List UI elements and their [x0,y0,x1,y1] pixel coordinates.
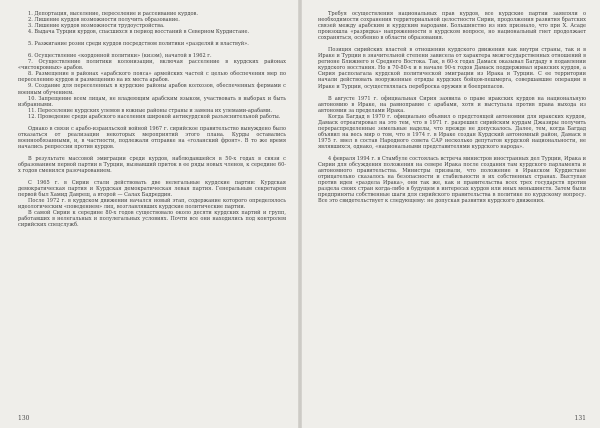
paragraph: Требуя осуществления национальных прав курдов, все курдские партии заявляли о необходимости сохранения территориальной целостности Сирии, продолжения развития братских связей между арабским и курдским народами. Большинство из них признало, что при Х. Асаде произошла «разрядка» напряженности в курдском вопросе, но национальный гнет продолжает сохраняться, особенно в области образования. [318,11,586,42]
paragraph: 7. Осуществление политики колонизации, включая расселение в курдских районах «чистокровных» арабов. [18,59,286,72]
paragraph: Когда Багдад в 1970 г. официально объявил о предстоящей автономии для иракских курдов, Дамаск отреагировал на это тем, что в 1971 г. разрешил сирийским курдам Джазиры получить перераспределенные земельные наделы, что прежде не допускалось. Далее, тем, когда Багдад объявил на весь мир о том, что в 1974 г. в Ираке создан Курдский автономный район, Дамаск в 1975 г. ввел в состав Народного совета САР несколько депутатов курдской национальности, не являвшихся, однако, «национальными представителями курдского народа». [318,113,586,150]
paragraph: 3. Лишение курдов возможности трудоустройства. [28,23,165,30]
paragraph: 6. Осуществление «кордонной политики» (кизэм), начатой в 1962 г. [28,53,212,60]
paragraph: 12. Проведение среди арабского населения широкой антикурдской разъяснительной работы. [28,113,281,120]
right-page-body [318,11,586,204]
paragraph: После 1972 г. в курдском движении начался новый этап, содержание которого определялось идеологическим «поведением» лиц, возглавлявших курдские политические партии. [18,198,286,211]
paragraph: 5. Разжигание розни среди курдов посредством политики «разделяй и властвуй». [28,41,249,48]
paragraph: 8. Размещение в районах «арабского пояса» армейских частей с целью обеспечения мер по переселению курдов и размещению на их места арабов. [18,71,286,84]
paragraph: В результате массовой эмиграции среди курдов, наблюдавшейся в 50-х годах в связи с образованием первой партии в Турции, вызвавший приток в ее ряды новых членов, к середине 60-х годов сменился разочарованием. [18,155,286,175]
paragraph: 10. Запрещение всем лицам, не владеющим арабским языком, участвовать в выборах и быть избранными. [18,95,286,108]
right-page-number: 131 [574,414,586,422]
right-page [300,0,600,428]
paragraph: 4 февраля 1994 г. в Стамбуле состоялась встреча министров иностранных дел Турции, Ирака и Сирии для обсуждения положения на севере Ирака после создания там курдского парламента и автономного правительства. Министры призвали, что положение в Иракском Курдистане отрицательно сказалось на безопасности и стабильности в их собственных странах. Выступая против идеи «раздела Ирака», они так же, как и правительства всех трех государств против раздела своих стран когда-либо в будущем в интересах курдов или иных меньшинств. Затем были предприняты собственные шаги для сирийского правительства в политике по курдскому вопросу. Все это свидетельствует к следующему: не допуская развития курдского движения. [318,155,586,205]
paragraph: 9. Создание для переселенных в курдские районы арабов колхозов, обеспеченных фермами с военным обучением. [18,83,286,96]
paragraph: Позиция сирийских властей в отношении курдского движения как внутри страны, так и в Ираке и Турции в значительной степени зависела от характера межгосударственных отношений в регионе Ближнего и Среднего Востока. Так, в 60-х годах Дамаск оказывал Багдаду в подавлении курдского восстания. Но в 70-80-х и в начале 90-х годов Дамаск поддерживал иракских курдов, а Сирия располагала курдской политической эмиграции из Ирака и Турции. С ее территории начали действовать вооруженные отряды курдских бойцов-пешмерга, совершавшие операции в Ираке и Турции, осуществлялась переброска оружия и боеприпасов. [318,47,586,90]
paragraph: В самой Сирии к середине 80-х годов существовало около десяти курдских партий и групп, работавших в нелегальных и полулегальных условиях. Почти все они находились под контролем сирийских спецслужб. [18,210,286,229]
paragraph: В августе 1971 г. официальная Сирия заявила о праве иракских курдов на национальную автономию в Ираке, на равноправие с арабами, хотя и выступала против права выхода из автономии за пределами Ирака. [318,95,586,114]
paragraph: С 1965 г. в Сирии стали действовать две нелегальные курдские партии: Курдская демократическая партия и Курдская демократическая левая партия. Генеральным секретарем первой был Хамид Даврещ, а второй — Салах Бадреддин. [18,180,286,199]
paragraph: 4. Выдача Турции курдов, спасшихся в период восстаний в Северном Курдистане. [28,29,250,36]
paragraph: Однако в связи с арабо-израильской войной 1967 г. сирийское правительство вынуждено было отказаться от реализации некоторых мероприятий этого плана. Курды оставались военнообязанными, и, в частности, подлежали отправке на «голанский фронт». В то же время начались репрессии против курдов. [18,125,286,150]
left-page-body [18,11,286,228]
paragraph: 1. Депортация, выселение, переселение и рассеивание курдов. [28,11,198,17]
paragraph: 2. Лишение курдов возможности получить образование. [28,17,180,24]
paragraph: 11. Переселение курдских улемов в южные районы страны и замена их улемами-арабами. [28,107,273,114]
left-page-number: 130 [18,414,30,422]
